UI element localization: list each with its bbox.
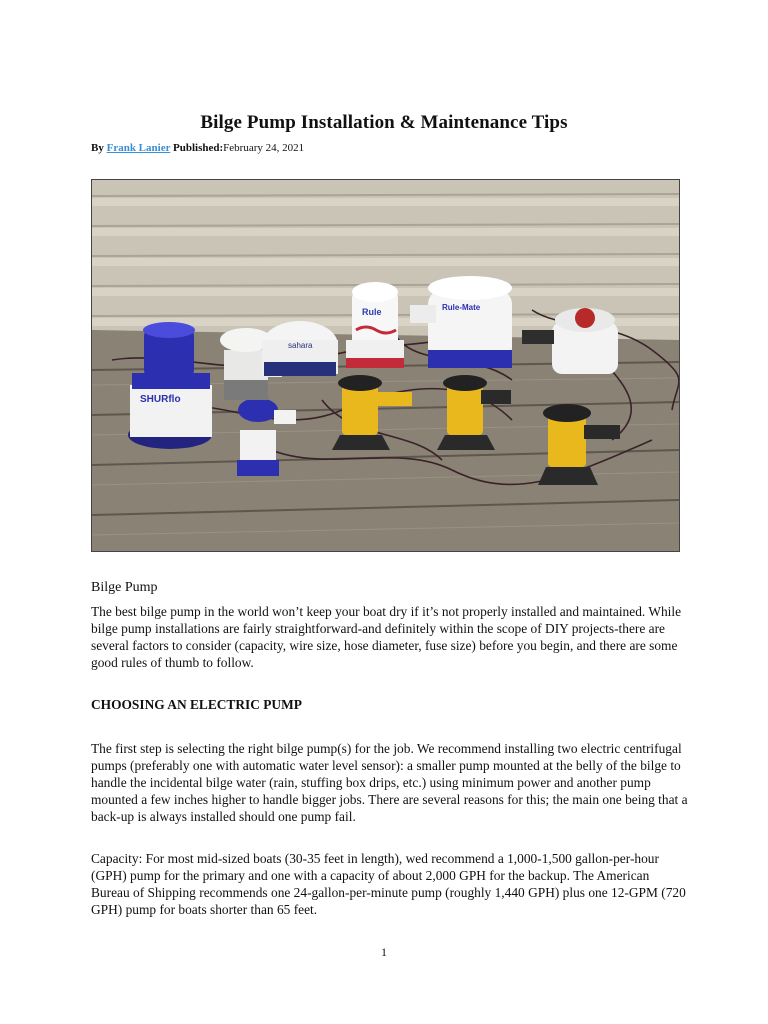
section-heading: CHOOSING AN ELECTRIC PUMP	[91, 697, 302, 712]
byline-by-label: By	[91, 142, 104, 154]
published-date: February 24, 2021	[223, 142, 305, 154]
byline	[91, 142, 304, 154]
shurflo-label: SHURflo	[140, 394, 181, 405]
paragraph-capacity: Capacity: For most mid-sized boats (30-35 feet in length), wed recommend a 1,000-1,500 gallon-per-hour (GPH) pump for the primary and one with a capacity of about 2,000 GPH for the backup. The American Bureau of Shipping recommends one 24-gallon-per-minute pump (roughly 1,440 GPH) plus one 12-GPM (720 GPH) pump for boats shorter than 65 feet.	[91, 851, 686, 917]
rule-label: Rule	[362, 307, 382, 317]
sahara-label: sahara	[288, 341, 313, 350]
article-title: Bilge Pump Installation & Maintenance Tips	[200, 112, 568, 133]
rule-mate-label: Rule-Mate	[442, 303, 481, 312]
paragraph-intro: The best bilge pump in the world won’t keep your boat dry if it’s not properly installed and maintained. While bilge pump installations are fairly straightforward-and definitely within the scope of DIY projects-there are several factors to consider (capacity, wire size, hose diameter, fuse size) before you begin, and there are some good rules of thumb to follow.	[91, 604, 682, 670]
page-number: 1	[381, 945, 387, 959]
author-link[interactable]: Frank Lanier	[106, 142, 171, 154]
paragraph-selecting-pump: The first step is selecting the right bilge pump(s) for the job. We recommend installing two electric centrifugal pumps (preferably one with automatic water level sensor): a smaller pump mounted at the belly of the bilge to handle the incidental bilge water (rain, stuffing box drips, etc.) using minimum power and another pump mounted a few inches higher to handle bigger jobs. There are several reasons for this; the main one being that a back-up is always installed should one pump fail.	[91, 741, 688, 824]
published-label: Published:	[173, 142, 224, 154]
bilge-pumps-photo	[91, 179, 680, 552]
photo-caption: Bilge Pump	[91, 580, 158, 595]
